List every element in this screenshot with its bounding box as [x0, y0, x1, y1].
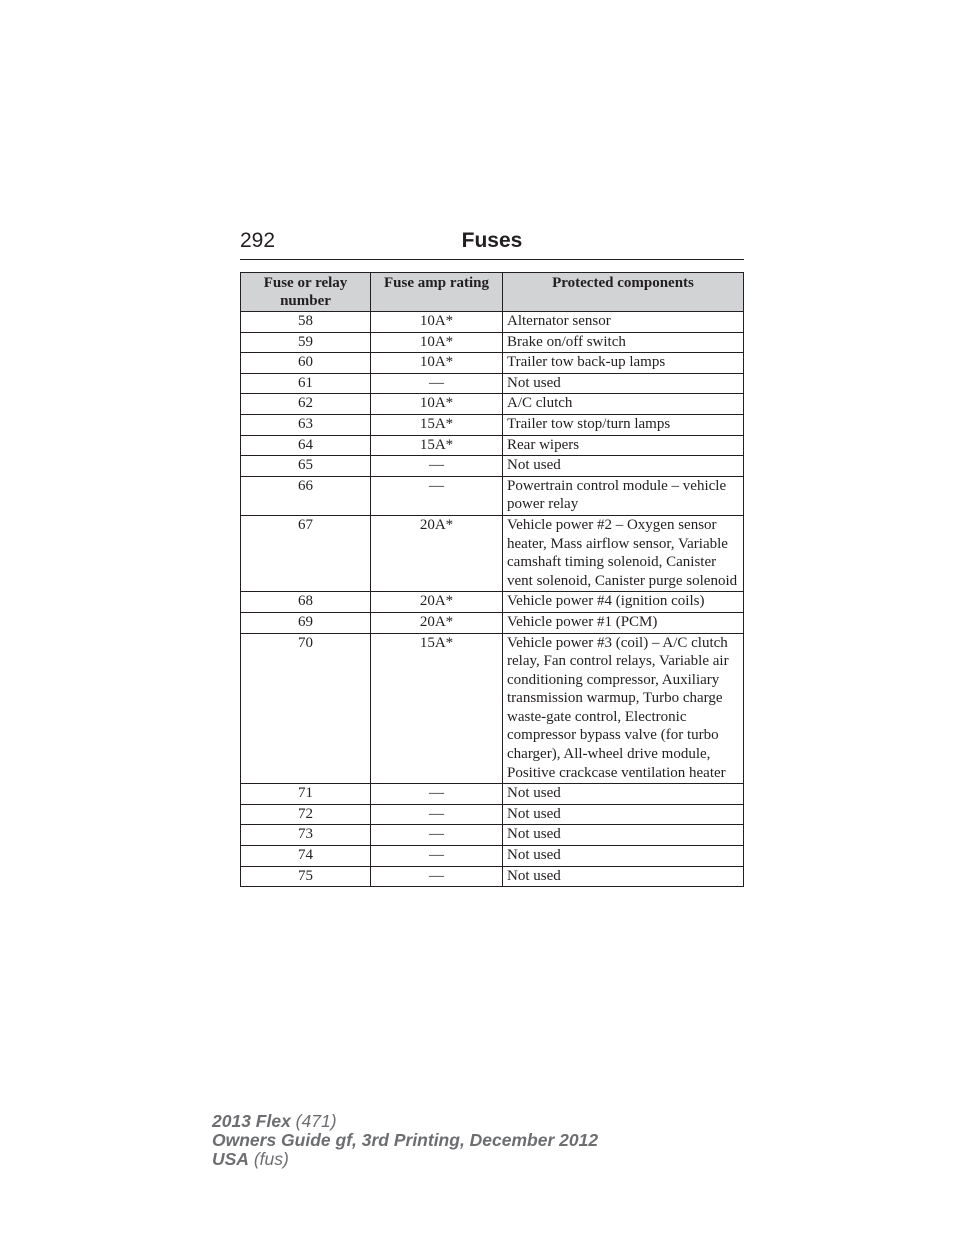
- table-body: [241, 312, 744, 887]
- table-row: [241, 515, 744, 591]
- amp-rating-cell: —: [371, 476, 503, 515]
- footer-region: USA: [212, 1149, 249, 1169]
- fuse-number-cell: 73: [241, 825, 371, 846]
- amp-rating-cell: 10A*: [371, 332, 503, 353]
- footer-model-code: (471): [290, 1111, 337, 1131]
- document-footer: [212, 1112, 598, 1169]
- fuse-number-cell: 75: [241, 866, 371, 887]
- page-number: 292: [240, 229, 276, 252]
- fuse-number-cell: 59: [241, 332, 371, 353]
- protected-components-cell: Trailer tow stop/turn lamps: [503, 414, 744, 435]
- fuse-number-cell: 71: [241, 784, 371, 805]
- footer-model: 2013 Flex: [212, 1111, 291, 1131]
- protected-components-cell: A/C clutch: [503, 394, 744, 415]
- table-row: [241, 414, 744, 435]
- table-row: [241, 633, 744, 784]
- column-header-number: Fuse or relay number: [241, 273, 371, 312]
- protected-components-cell: Not used: [503, 846, 744, 867]
- amp-rating-cell: —: [371, 846, 503, 867]
- table-row: [241, 332, 744, 353]
- fuse-number-cell: 64: [241, 435, 371, 456]
- amp-rating-cell: —: [371, 784, 503, 805]
- protected-components-cell: Trailer tow back-up lamps: [503, 353, 744, 374]
- fuse-number-cell: 62: [241, 394, 371, 415]
- table-row: [241, 435, 744, 456]
- amp-rating-cell: —: [371, 825, 503, 846]
- table-row: [241, 353, 744, 374]
- page-header: [240, 229, 744, 260]
- protected-components-cell: Not used: [503, 825, 744, 846]
- protected-components-cell: Vehicle power #1 (PCM): [503, 612, 744, 633]
- protected-components-cell: Vehicle power #3 (coil) – A/C clutch relay, Fan control relays, Variable air conditioning compressor, Auxiliary transmission warmup, Turbo charge waste-gate control, Electronic compressor bypass valve (for turbo charger), All-wheel drive module, Positive crackcase ventilation heater: [503, 633, 744, 784]
- table-row: [241, 592, 744, 613]
- amp-rating-cell: 20A*: [371, 515, 503, 591]
- fuse-number-cell: 67: [241, 515, 371, 591]
- table-row: [241, 373, 744, 394]
- amp-rating-cell: 10A*: [371, 353, 503, 374]
- footer-line-1: [212, 1112, 598, 1131]
- protected-components-cell: Vehicle power #2 – Oxygen sensor heater, Mass airflow sensor, Variable camshaft timing solenoid, Canister vent solenoid, Canister purge solenoid: [503, 515, 744, 591]
- protected-components-cell: Rear wipers: [503, 435, 744, 456]
- table-row: [241, 394, 744, 415]
- table-row: [241, 456, 744, 477]
- footer-line-2: [212, 1131, 598, 1150]
- amp-rating-cell: —: [371, 456, 503, 477]
- table-row: [241, 846, 744, 867]
- table-row: [241, 866, 744, 887]
- footer-region-code: (fus): [248, 1149, 289, 1169]
- protected-components-cell: Powertrain control module – vehicle power relay: [503, 476, 744, 515]
- table-row: [241, 612, 744, 633]
- fuse-number-cell: 61: [241, 373, 371, 394]
- fuse-table: [240, 272, 744, 887]
- fuse-number-cell: 63: [241, 414, 371, 435]
- fuse-number-cell: 66: [241, 476, 371, 515]
- fuse-number-cell: 58: [241, 312, 371, 333]
- fuse-number-cell: 74: [241, 846, 371, 867]
- amp-rating-cell: 10A*: [371, 394, 503, 415]
- amp-rating-cell: 15A*: [371, 435, 503, 456]
- amp-rating-cell: 15A*: [371, 414, 503, 435]
- amp-rating-cell: 10A*: [371, 312, 503, 333]
- amp-rating-cell: —: [371, 804, 503, 825]
- fuse-number-cell: 72: [241, 804, 371, 825]
- table-row: [241, 804, 744, 825]
- protected-components-cell: Not used: [503, 373, 744, 394]
- protected-components-cell: Not used: [503, 804, 744, 825]
- protected-components-cell: Alternator sensor: [503, 312, 744, 333]
- amp-rating-cell: 20A*: [371, 612, 503, 633]
- fuse-number-cell: 60: [241, 353, 371, 374]
- table-row: [241, 784, 744, 805]
- column-header-components: Protected components: [503, 273, 744, 312]
- footer-guide-info: Owners Guide gf, 3rd Printing, December 2012: [212, 1130, 599, 1150]
- protected-components-cell: Not used: [503, 866, 744, 887]
- protected-components-cell: Not used: [503, 784, 744, 805]
- amp-rating-cell: 20A*: [371, 592, 503, 613]
- table-row: [241, 476, 744, 515]
- protected-components-cell: Brake on/off switch: [503, 332, 744, 353]
- fuse-number-cell: 69: [241, 612, 371, 633]
- fuse-number-cell: 68: [241, 592, 371, 613]
- amp-rating-cell: —: [371, 866, 503, 887]
- protected-components-cell: Vehicle power #4 (ignition coils): [503, 592, 744, 613]
- amp-rating-cell: 15A*: [371, 633, 503, 784]
- section-title: Fuses: [461, 229, 523, 252]
- protected-components-cell: Not used: [503, 456, 744, 477]
- amp-rating-cell: —: [371, 373, 503, 394]
- table-row: [241, 825, 744, 846]
- table-header-row: [241, 273, 744, 312]
- column-header-amp-rating: Fuse amp rating: [371, 273, 503, 312]
- fuse-number-cell: 65: [241, 456, 371, 477]
- footer-line-3: [212, 1150, 598, 1169]
- fuse-number-cell: 70: [241, 633, 371, 784]
- table-row: [241, 312, 744, 333]
